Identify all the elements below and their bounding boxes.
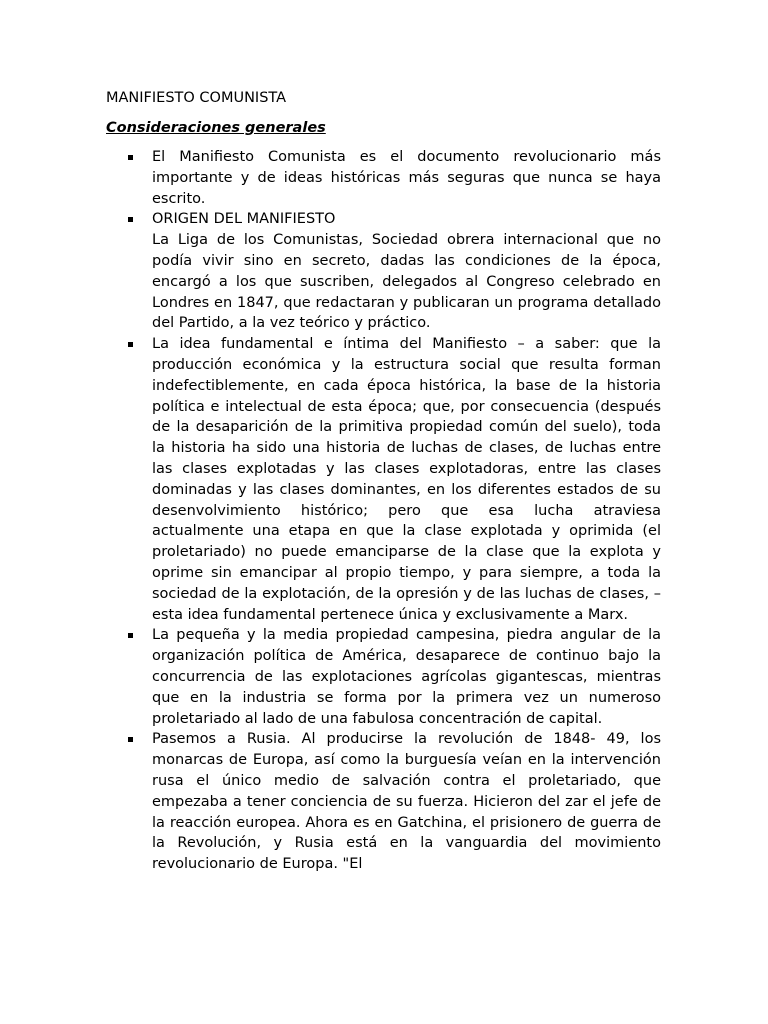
list-item-text: La idea fundamental e íntima del Manifiesto – a saber: que la producción económica y la estructura social que resulta forman indefectiblemente, en cada época histórica, la base de la historia política e intelectual de esta época; que, por consecuencia (después de la desaparición de la primitiva propiedad común del suelo), toda la historia ha sido una historia de luchas de clases, de luchas entre las clases explotadas y las clases explotadoras, entre las clases dominadas y las clases dominantes, en los diferentes estados de su desenvolvimiento histórico; pero que esa lucha atraviesa actualmente una etapa en que la clase explotada y oprimida (el proletariado) no puede emanciparse de la clase que la explota y oprime sin emancipar al propio tiempo, y para siempre, a toda la sociedad de la explotación, de la opresión y de las luchas de clases, – esta idea fundamental pertenece única y exclusivamente a Marx. [152,336,661,623]
list-item [106,625,661,729]
bullet-icon [128,155,133,160]
document-page [106,88,661,875]
list-item-heading: ORIGEN DEL MANIFIESTO [152,211,336,228]
list-item-text: La pequeña y la media propiedad campesina, piedra angular de la organización política de América, desaparece de continuo bajo la concurrencia de las explotaciones agrícolas gigantescas, mientras que en la industria se forma por la primera vez un numeroso proletariado al lado de una fabulosa concentración de capital. [152,627,661,727]
bullet-icon [128,737,133,742]
list-item-text: El Manifiesto Comunista es el documento revolucionario más importante y de ideas históricas más seguras que nunca se haya escrito. [152,149,661,207]
document-title: MANIFIESTO COMUNISTA [106,90,287,106]
list-item [106,209,661,334]
bullet-list [106,147,661,875]
list-item-text: Pasemos a Rusia. Al producirse la revolución de 1848- 49, los monarcas de Europa, así como la burguesía veían en la intervención rusa el único medio de salvación contra el proletariado, que empezaba a tener conciencia de su fuerza. Hicieron del zar el jefe de la reacción europea. Ahora es en Gatchina, el prisionero de guerra de la Revolución, y Rusia está en la vanguardia del movimiento revolucionario de Europa. "El [152,731,661,873]
bullet-icon [128,217,133,222]
list-item [106,729,661,875]
document-subtitle: Consideraciones generales [106,120,326,136]
bullet-icon [128,633,133,638]
list-item [106,147,661,209]
list-item-text: La Liga de los Comunistas, Sociedad obrera internacional que no podía vivir sino en secreto, dadas las condiciones de la época, encargó a los que suscriben, delegados al Congreso celebrado en Londres en 1847, que redactaran y publicaran un programa detallado del Partido, a la vez teórico y práctico. [152,232,661,332]
list-item [106,334,661,625]
bullet-icon [128,342,133,347]
